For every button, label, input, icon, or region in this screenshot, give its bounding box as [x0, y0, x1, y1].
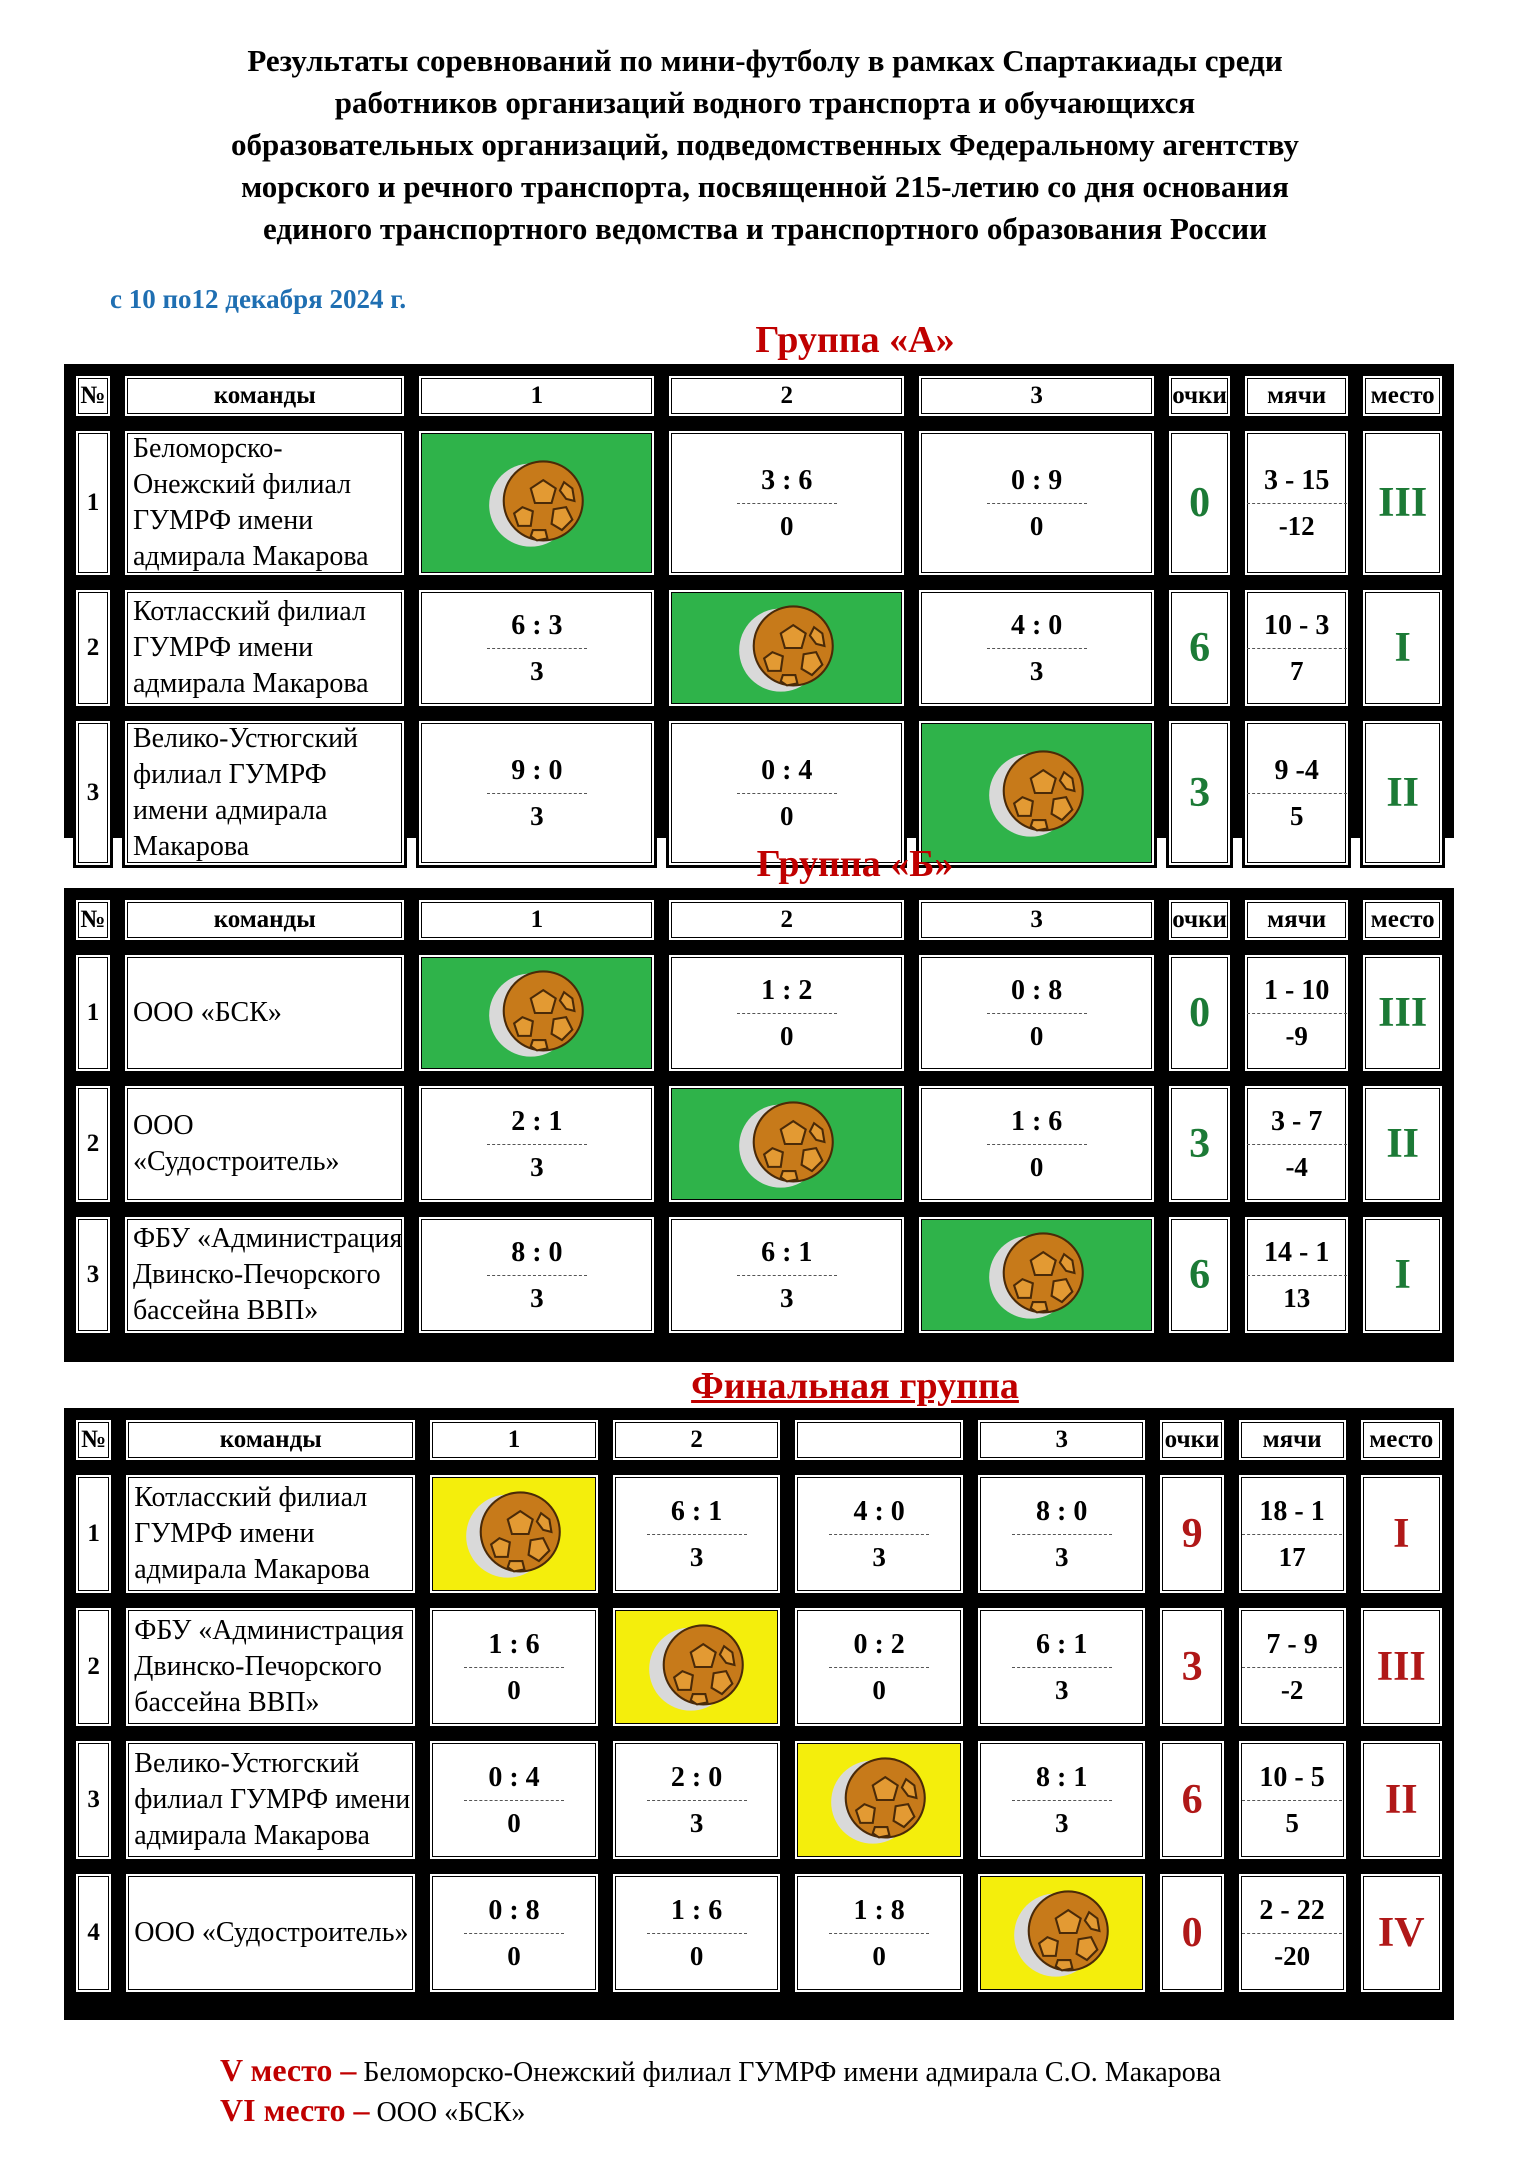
match-result-cell	[666, 1214, 907, 1336]
table-row	[73, 952, 1445, 1074]
match-result-cell	[792, 1605, 966, 1729]
title-line: единого транспортного ведомства и транспортного образования России	[263, 211, 1267, 246]
divider	[1242, 1800, 1342, 1801]
divider	[1247, 648, 1347, 649]
match-score: 0 : 4	[761, 754, 813, 786]
final-place: III	[1358, 1605, 1445, 1729]
total-points: 6	[1166, 587, 1233, 709]
goals-ratio: 1 - 10	[1264, 974, 1330, 1006]
group-b-table	[64, 888, 1454, 1362]
match-points: 3	[689, 1541, 704, 1572]
match-result-cell	[427, 1605, 601, 1729]
goal-difference: 5	[1285, 1807, 1299, 1838]
competition-date: с 10 по12 декабря 2024 г.	[110, 284, 407, 314]
soccer-ball-icon	[485, 451, 589, 555]
col-header-goals: мячи	[1236, 1417, 1349, 1463]
self-match-cell	[427, 1472, 601, 1596]
title-line: работников организаций водного транспорта и обучающихся	[334, 85, 1196, 120]
goals-ratio: 9 -4	[1274, 754, 1319, 786]
row-number: 1	[73, 428, 113, 578]
goal-difference: -9	[1285, 1020, 1308, 1051]
total-points: 0	[1166, 952, 1233, 1074]
total-points: 6	[1166, 1214, 1233, 1336]
goals-ratio: 3 - 7	[1271, 1105, 1323, 1137]
goal-difference: 5	[1289, 800, 1304, 831]
goal-difference: 17	[1278, 1541, 1306, 1572]
divider	[987, 503, 1087, 504]
goal-difference: 7	[1289, 655, 1304, 686]
total-points: 9	[1157, 1472, 1226, 1596]
match-points: 3	[530, 1151, 544, 1182]
row-number: 4	[73, 1871, 114, 1995]
match-score: 8 : 1	[1036, 1761, 1088, 1793]
col-header-teams: команды	[123, 1417, 418, 1463]
match-score: 1 : 6	[488, 1628, 540, 1660]
final-place: II	[1360, 718, 1445, 868]
table-row	[73, 1605, 1445, 1729]
table-header-row	[73, 1417, 1445, 1463]
team-name: ФБУ «Администрация Двинско-Печорского бассейна ВВП»	[123, 1605, 418, 1729]
divider	[1247, 793, 1347, 794]
soccer-ball-icon	[985, 741, 1089, 845]
divider	[464, 1667, 564, 1668]
table-row	[73, 1472, 1445, 1596]
total-points: 0	[1166, 428, 1233, 578]
total-points: 6	[1157, 1738, 1226, 1862]
match-points: 0	[689, 1940, 704, 1971]
match-score: 0 : 2	[853, 1628, 905, 1660]
divider	[487, 648, 587, 649]
divider	[1247, 1013, 1347, 1014]
team-name: Котласский филиал ГУМРФ имени адмирала Макарова	[122, 587, 408, 709]
table-header-row	[73, 897, 1445, 943]
table-row	[73, 428, 1445, 578]
match-score: 0 : 9	[1010, 464, 1063, 496]
team-name: ООО «Судостроитель»	[123, 1871, 418, 1995]
match-score: 6 : 1	[670, 1495, 723, 1527]
row-number: 2	[73, 587, 113, 709]
goal-difference: -20	[1274, 1940, 1311, 1971]
title-line: Результаты соревнований по мини-футболу в рамках Спартакиады среди	[247, 43, 1283, 78]
match-score: 9 : 0	[511, 754, 563, 786]
divider	[1242, 1534, 1342, 1535]
col-header-opponent	[792, 1417, 966, 1463]
match-result-cell	[916, 952, 1157, 1074]
divider	[987, 1144, 1087, 1145]
match-points: 3	[872, 1541, 886, 1572]
match-points: 0	[1029, 1020, 1044, 1051]
col-header-opponent: 1	[416, 373, 657, 419]
table-row	[73, 1738, 1445, 1862]
match-points: 0	[1029, 1151, 1044, 1182]
col-header-num: №	[73, 373, 113, 419]
title-line: образовательных организаций, подведомственных Федеральному агентству	[231, 127, 1299, 162]
goal-difference: 13	[1283, 1282, 1311, 1313]
goals-ratio: 10 - 5	[1259, 1761, 1325, 1793]
goals-cell	[1236, 1472, 1349, 1596]
match-points: 3	[530, 800, 544, 831]
divider	[737, 793, 837, 794]
match-result-cell	[610, 1738, 784, 1862]
footer-team: ООО «БСК»	[376, 2097, 526, 2128]
final-group-title: Финальная группа	[691, 1365, 1019, 1407]
match-result-cell	[427, 1738, 601, 1862]
match-points: 3	[1054, 1807, 1069, 1838]
match-score: 6 : 1	[1036, 1628, 1088, 1660]
col-header-place: место	[1358, 1417, 1445, 1463]
divider	[1242, 1667, 1342, 1668]
goal-difference: -2	[1280, 1674, 1304, 1705]
divider	[1247, 1144, 1347, 1145]
match-result-cell	[916, 1083, 1157, 1205]
match-result-cell	[610, 1871, 784, 1995]
goals-ratio: 14 - 1	[1264, 1236, 1330, 1268]
row-number: 1	[73, 1472, 114, 1596]
divider	[464, 1933, 564, 1934]
col-header-place: место	[1360, 373, 1445, 419]
match-points: 0	[507, 1674, 521, 1705]
divider	[464, 1800, 564, 1801]
match-result-cell	[916, 587, 1157, 709]
soccer-ball-icon	[735, 596, 839, 700]
soccer-ball-icon	[735, 1092, 839, 1196]
divider	[1012, 1534, 1112, 1535]
goals-ratio: 10 - 3	[1264, 609, 1330, 641]
match-points: 3	[1029, 655, 1044, 686]
match-score: 3 : 6	[761, 464, 813, 496]
divider	[1242, 1933, 1342, 1934]
footer-fifth-place	[220, 2052, 1221, 2089]
team-name: ФБУ «Администрация Двинско-Печорского бассейна ВВП»	[122, 1214, 408, 1336]
match-result-cell	[792, 1472, 966, 1596]
row-number: 2	[73, 1083, 113, 1205]
footer-place-label: V место –	[220, 2052, 357, 2088]
final-place: II	[1360, 1083, 1445, 1205]
row-number: 3	[73, 1214, 113, 1336]
final-place: III	[1360, 428, 1445, 578]
col-header-opponent: 2	[666, 373, 907, 419]
goals-cell	[1242, 587, 1351, 709]
row-number: 3	[73, 1738, 114, 1862]
goals-cell	[1242, 952, 1351, 1074]
team-name: Котласский филиал ГУМРФ имени адмирала Макарова	[123, 1472, 418, 1596]
goals-cell	[1236, 1738, 1349, 1862]
goals-cell	[1236, 1871, 1349, 1995]
team-name: Беломорско-Онежский филиал ГУМРФ имени адмирала Макарова	[122, 428, 408, 578]
final-place: III	[1360, 952, 1445, 1074]
team-name: ООО «Судостроитель»	[122, 1083, 408, 1205]
final-place: II	[1358, 1738, 1445, 1862]
divider	[737, 503, 837, 504]
divider	[647, 1933, 747, 1934]
match-points: 0	[872, 1674, 886, 1705]
soccer-ball-icon	[485, 961, 589, 1065]
self-match-cell	[416, 952, 657, 1074]
col-header-opponent: 2	[666, 897, 907, 943]
divider	[1247, 503, 1347, 504]
match-points: 3	[530, 655, 544, 686]
match-score: 0 : 8	[488, 1894, 540, 1926]
match-result-cell	[427, 1871, 601, 1995]
match-score: 1 : 2	[761, 974, 813, 1006]
goals-cell	[1242, 428, 1351, 578]
goals-cell	[1242, 1214, 1351, 1336]
team-name: Велико-Устюгский филиал ГУМРФ имени адмирала Макарова	[123, 1738, 418, 1862]
goals-cell	[1236, 1605, 1349, 1729]
col-header-points: очки	[1166, 373, 1233, 419]
col-header-opponent: 1	[427, 1417, 601, 1463]
match-result-cell	[416, 1083, 657, 1205]
match-score: 1 : 6	[670, 1894, 723, 1926]
match-score: 2 : 1	[511, 1105, 563, 1137]
match-result-cell	[975, 1738, 1149, 1862]
soccer-ball-icon	[645, 1615, 749, 1719]
col-header-teams: команды	[122, 373, 408, 419]
table-header-row	[73, 373, 1445, 419]
divider	[1012, 1800, 1112, 1801]
match-result-cell	[975, 1472, 1149, 1596]
self-match-cell	[416, 428, 657, 578]
self-match-cell	[610, 1605, 784, 1729]
match-points: 3	[780, 1282, 794, 1313]
match-result-cell	[666, 428, 907, 578]
divider	[987, 648, 1087, 649]
goals-ratio: 3 - 15	[1264, 464, 1330, 496]
table-row	[73, 1083, 1445, 1205]
footer-sixth-place	[220, 2092, 525, 2129]
final-place: IV	[1358, 1871, 1445, 1995]
final-group-table	[64, 1408, 1454, 2020]
goals-ratio: 2 - 22	[1259, 1894, 1325, 1926]
match-score: 0 : 4	[488, 1761, 540, 1793]
match-points: 0	[780, 800, 794, 831]
soccer-ball-icon	[985, 1223, 1089, 1327]
footer-place-label: VI место –	[220, 2092, 370, 2128]
match-score: 6 : 1	[761, 1236, 813, 1268]
divider	[647, 1800, 747, 1801]
divider	[487, 793, 587, 794]
col-header-opponent: 3	[916, 897, 1157, 943]
match-score: 8 : 0	[511, 1236, 563, 1268]
divider	[487, 1144, 587, 1145]
total-points: 3	[1166, 1083, 1233, 1205]
divider	[829, 1933, 929, 1934]
match-score: 4 : 0	[1010, 609, 1063, 641]
table-row	[73, 1871, 1445, 1995]
col-header-num: №	[73, 1417, 114, 1463]
divider	[737, 1275, 837, 1276]
col-header-points: очки	[1157, 1417, 1226, 1463]
final-place: I	[1360, 587, 1445, 709]
total-points: 3	[1166, 718, 1233, 868]
divider	[829, 1667, 929, 1668]
match-points: 0	[780, 1020, 794, 1051]
match-points: 0	[780, 510, 794, 541]
divider	[1012, 1667, 1112, 1668]
col-header-opponent: 3	[975, 1417, 1149, 1463]
goal-difference: -12	[1278, 510, 1315, 541]
row-number: 3	[73, 718, 113, 868]
match-result-cell	[975, 1605, 1149, 1729]
row-number: 2	[73, 1605, 114, 1729]
page-title	[150, 40, 1380, 250]
divider	[829, 1534, 929, 1535]
self-match-cell	[975, 1871, 1149, 1995]
divider	[487, 1275, 587, 1276]
col-header-place: место	[1360, 897, 1445, 943]
match-points: 0	[872, 1940, 886, 1971]
table-row	[73, 1214, 1445, 1336]
divider	[737, 1013, 837, 1014]
group-b-title: Группа «Б»	[756, 843, 954, 885]
divider	[647, 1534, 747, 1535]
col-header-teams: команды	[122, 897, 408, 943]
team-name: Велико-Устюгский филиал ГУМРФ имени адмирала Макарова	[122, 718, 408, 868]
total-points: 3	[1157, 1605, 1226, 1729]
match-result-cell	[610, 1472, 784, 1596]
row-number: 1	[73, 952, 113, 1074]
match-result-cell	[916, 428, 1157, 578]
match-points: 3	[689, 1807, 704, 1838]
soccer-ball-icon	[1010, 1881, 1114, 1985]
match-result-cell	[416, 587, 657, 709]
col-header-opponent: 2	[610, 1417, 784, 1463]
match-points: 3	[1054, 1674, 1069, 1705]
final-place: I	[1358, 1472, 1445, 1596]
match-points: 0	[507, 1807, 521, 1838]
self-match-cell	[666, 587, 907, 709]
match-result-cell	[416, 1214, 657, 1336]
match-score: 6 : 3	[511, 609, 563, 641]
col-header-points: очки	[1166, 897, 1233, 943]
match-points: 0	[507, 1940, 521, 1971]
divider	[1247, 1275, 1347, 1276]
title-line: морского и речного транспорта, посвященной 215-летию со дня основания	[241, 169, 1289, 204]
match-score: 4 : 0	[853, 1495, 905, 1527]
self-match-cell	[666, 1083, 907, 1205]
group-a-title: Группа «А»	[755, 319, 955, 361]
table-row	[73, 587, 1445, 709]
match-points: 0	[1029, 510, 1044, 541]
match-score: 2 : 0	[670, 1761, 723, 1793]
match-points: 3	[1054, 1541, 1069, 1572]
goal-difference: -4	[1285, 1151, 1308, 1182]
col-header-opponent: 1	[416, 897, 657, 943]
goals-cell	[1242, 1083, 1351, 1205]
match-score: 1 : 8	[853, 1894, 905, 1926]
col-header-num: №	[73, 897, 113, 943]
footer-team: Беломорско-Онежский филиал ГУМРФ имени адмирала С.О. Макарова	[363, 2057, 1222, 2088]
match-score: 0 : 8	[1010, 974, 1063, 1006]
goals-ratio: 18 - 1	[1259, 1495, 1325, 1527]
divider	[987, 1013, 1087, 1014]
col-header-goals: мячи	[1242, 897, 1351, 943]
match-score: 8 : 0	[1036, 1495, 1088, 1527]
self-match-cell	[916, 1214, 1157, 1336]
soccer-ball-icon	[462, 1482, 566, 1586]
col-header-goals: мячи	[1242, 373, 1351, 419]
goals-ratio: 7 - 9	[1266, 1628, 1318, 1660]
team-name: ООО «БСК»	[122, 952, 408, 1074]
final-place: I	[1360, 1214, 1445, 1336]
group-a-table	[64, 364, 1454, 862]
match-result-cell	[792, 1871, 966, 1995]
col-header-opponent: 3	[916, 373, 1157, 419]
match-points: 3	[530, 1282, 544, 1313]
total-points: 0	[1157, 1871, 1226, 1995]
self-match-cell	[792, 1738, 966, 1862]
match-score: 1 : 6	[1010, 1105, 1063, 1137]
soccer-ball-icon	[827, 1748, 931, 1852]
match-result-cell	[666, 952, 907, 1074]
